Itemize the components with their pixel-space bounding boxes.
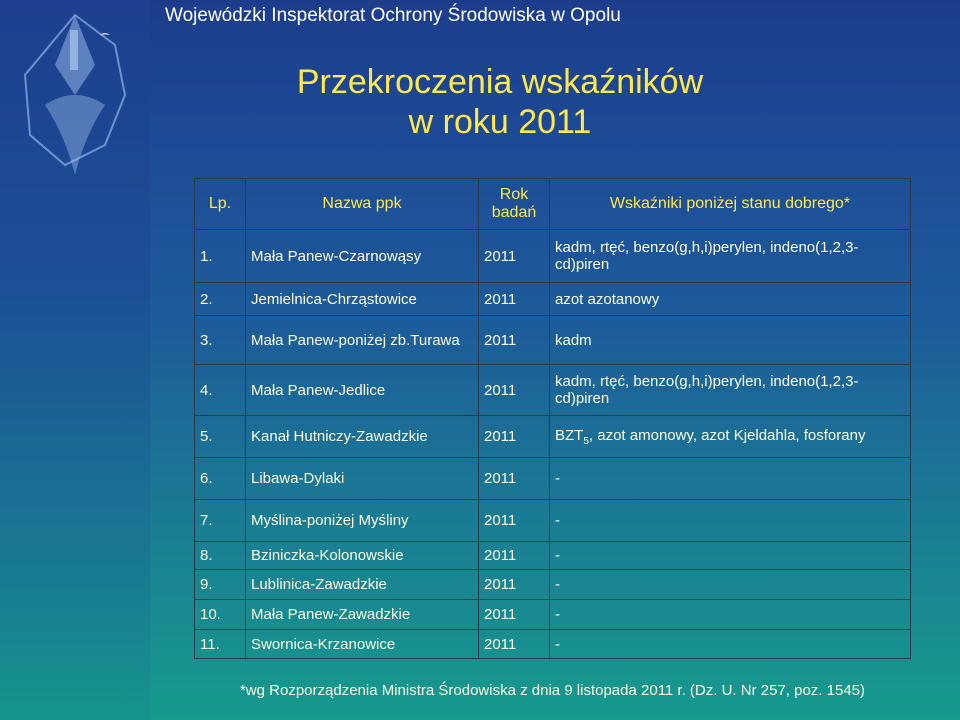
row-indicators: azot azotanowy (550, 283, 911, 316)
row-lp: 4. (195, 365, 246, 416)
row-indicators: - (550, 570, 911, 600)
row-year: 2011 (479, 283, 550, 316)
exceedance-table (194, 178, 911, 659)
row-name: Mała Panew-poniżej zb.Turawa (246, 316, 479, 365)
bzt-label: BZT (555, 426, 584, 444)
bzt-subscript: 5 (583, 435, 589, 447)
row-lp: 9. (195, 570, 246, 600)
title-line-1: Przekroczenia wskaźników (296, 63, 704, 101)
indicators-rest: , azot amonowy, azot Kjeldahla, fosforany (588, 426, 866, 444)
table-header-row (195, 179, 911, 230)
row-year: 2011 (479, 365, 550, 416)
table-row (195, 500, 911, 542)
row-year: 2011 (479, 600, 550, 630)
table-row (195, 630, 911, 659)
header-year-line-1: Rok (499, 186, 529, 203)
row-lp: 11. (195, 630, 246, 659)
row-name: Mała Panew-Zawadzkie (246, 600, 479, 630)
table-row (195, 600, 911, 630)
row-name: Jemielnica-Chrząstowice (246, 283, 479, 316)
row-lp: 10. (195, 600, 246, 630)
row-year: 2011 (479, 458, 550, 500)
table-row (195, 316, 911, 365)
row-name: Swornica-Krzanowice (246, 630, 479, 659)
row-year: 2011 (479, 500, 550, 542)
row-indicators: kadm, rtęć, benzo(g,h,i)perylen, indeno(1,2,3-cd)piren (550, 230, 911, 283)
row-lp: 8. (195, 542, 246, 570)
row-indicators: kadm, rtęć, benzo(g,h,i)perylen, indeno(1,2,3-cd)piren (550, 365, 911, 416)
row-year: 2011 (479, 542, 550, 570)
table-row (195, 570, 911, 600)
row-lp: 7. (195, 500, 246, 542)
row-indicators (550, 416, 911, 458)
row-name: Kanał Hutniczy-Zawadzkie (246, 416, 479, 458)
header-year (479, 179, 550, 230)
row-name: Myślina-poniżej Myśliny (246, 500, 479, 542)
header-lp: Lp. (195, 179, 246, 230)
table-row (195, 416, 911, 458)
table-row (195, 458, 911, 500)
row-indicators: - (550, 458, 911, 500)
header-indicators: Wskaźniki poniżej stanu dobrego* (550, 179, 911, 230)
row-indicators: - (550, 542, 911, 570)
table-row (195, 542, 911, 570)
row-name: Mała Panew-Czarnowąsy (246, 230, 479, 283)
row-year: 2011 (479, 630, 550, 659)
row-lp: 2. (195, 283, 246, 316)
table-row (195, 283, 911, 316)
row-lp: 5. (195, 416, 246, 458)
row-lp: 1. (195, 230, 246, 283)
title-line-2: w roku 2011 (408, 103, 592, 141)
wios-logo-icon (5, 5, 145, 205)
row-year: 2011 (479, 230, 550, 283)
row-indicators: kadm (550, 316, 911, 365)
row-name: Libawa-Dylaki (246, 458, 479, 500)
row-name: Mała Panew-Jedlice (246, 365, 479, 416)
row-year: 2011 (479, 416, 550, 458)
row-year: 2011 (479, 316, 550, 365)
row-lp: 3. (195, 316, 246, 365)
footnote: *wg Rozporządzenia Ministra Środowiska z dnia 9 listopada 2011 r. (Dz. U. Nr 257, poz. 1545) (239, 682, 866, 699)
row-year: 2011 (479, 570, 550, 600)
header-name: Nazwa ppk (246, 179, 479, 230)
header-year-line-2: badań (491, 204, 537, 221)
row-indicators: - (550, 630, 911, 659)
row-name: Lublinica-Zawadzkie (246, 570, 479, 600)
page-title (200, 62, 800, 142)
table-row (195, 365, 911, 416)
row-indicators: - (550, 600, 911, 630)
institution-header: Wojewódzki Inspektorat Ochrony Środowiska w Opolu (165, 5, 621, 26)
row-lp: 6. (195, 458, 246, 500)
row-name: Bziniczka-Kolonowskie (246, 542, 479, 570)
table-row (195, 230, 911, 283)
row-indicators: - (550, 500, 911, 542)
